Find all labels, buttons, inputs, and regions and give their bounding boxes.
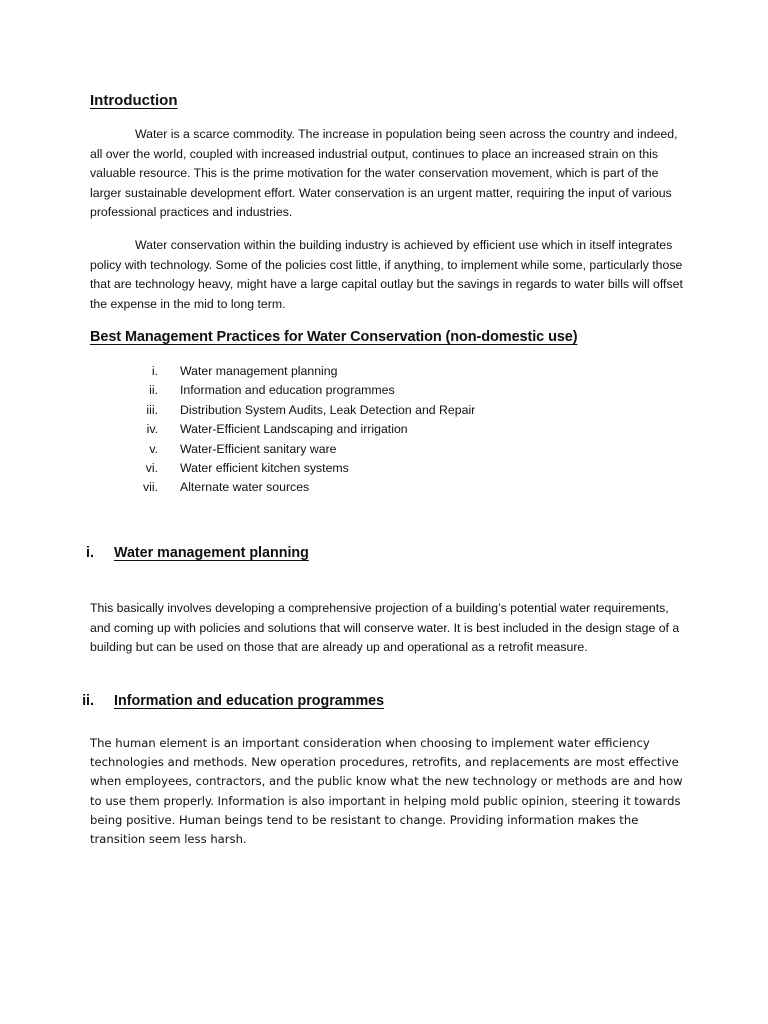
- list-item: [90, 362, 590, 381]
- introduction-heading: Introduction: [90, 92, 178, 109]
- list-item-number: iii.: [146, 402, 158, 417]
- list-item-text: Water-Efficient Landscaping and irrigation: [180, 422, 408, 437]
- intro-paragraph-2: Water conservation within the building industry is achieved by efficient use which in itself integrates policy with technology. Some of the policies cost little, if anything, to implement while some, particularly those that are technology heavy, might have a large capital outlay but the savings in regards to water bills will offset the expense in the mid to long term.: [90, 238, 683, 311]
- section-heading-information-education: [82, 693, 385, 709]
- list-item: [90, 381, 590, 400]
- bmp-heading: Best Management Practices for Water Conservation (non-domestic use): [90, 329, 578, 345]
- list-item-text: Water-Efficient sanitary ware: [180, 441, 337, 456]
- list-item-text: Alternate water sources: [180, 480, 310, 495]
- list-item-text: Information and education programmes: [180, 383, 395, 398]
- list-item-number: vi.: [145, 460, 158, 475]
- section-title: Information and education programmes: [114, 693, 385, 709]
- list-item-number: iv.: [146, 422, 158, 437]
- section-body-information-education: The human element is an important consideration when choosing to implement water efficiency technologies and methods. New operation procedures, retrofits, and replacements are most effective when employees, contractors, and the public know what the new technology or methods are and how to use them properly. Information is also important in helping mold public opinion, steering it towards being positive. Human beings tend to be resistant to change. Providing information makes the transition seem less harsh.: [90, 736, 683, 847]
- list-item: [90, 478, 590, 497]
- list-item-number: vii.: [142, 480, 158, 495]
- list-item: [90, 459, 590, 478]
- section-heading-water-management-planning: [86, 545, 309, 561]
- list-item-number: i.: [151, 364, 158, 378]
- intro-paragraph-1: Water is a scarce commodity. The increase in population being seen across the country and indeed, all over the world, coupled with increased industrial output, continues to place an increased strain on this valuable resource. This is the prime motivation for the water conservation movement, which is part of the larger sustainable development effort. Water conservation is an urgent matter, requiring the input of various professional practices and industries.: [90, 127, 678, 220]
- section-number: ii.: [82, 693, 94, 709]
- section-number: i.: [86, 545, 94, 561]
- list-item-text: Water management planning: [180, 364, 338, 378]
- list-item-text: Water efficient kitchen systems: [180, 460, 349, 475]
- list-item: [90, 401, 590, 420]
- bmp-list: [90, 362, 590, 498]
- list-item-number: ii.: [149, 383, 158, 398]
- section-body-water-management-planning: This basically involves developing a comprehensive projection of a building’s potential water requirements, and coming up with policies and solutions that will conserve water. It is best included in the design stage of a building but can be used on those that are already up and operational as a retrofit measure.: [90, 601, 680, 655]
- section-title: Water management planning: [114, 545, 309, 561]
- list-item: [90, 440, 590, 459]
- list-item-number: v.: [149, 441, 158, 456]
- list-item: [90, 420, 590, 439]
- list-item-text: Distribution System Audits, Leak Detection and Repair: [180, 402, 476, 417]
